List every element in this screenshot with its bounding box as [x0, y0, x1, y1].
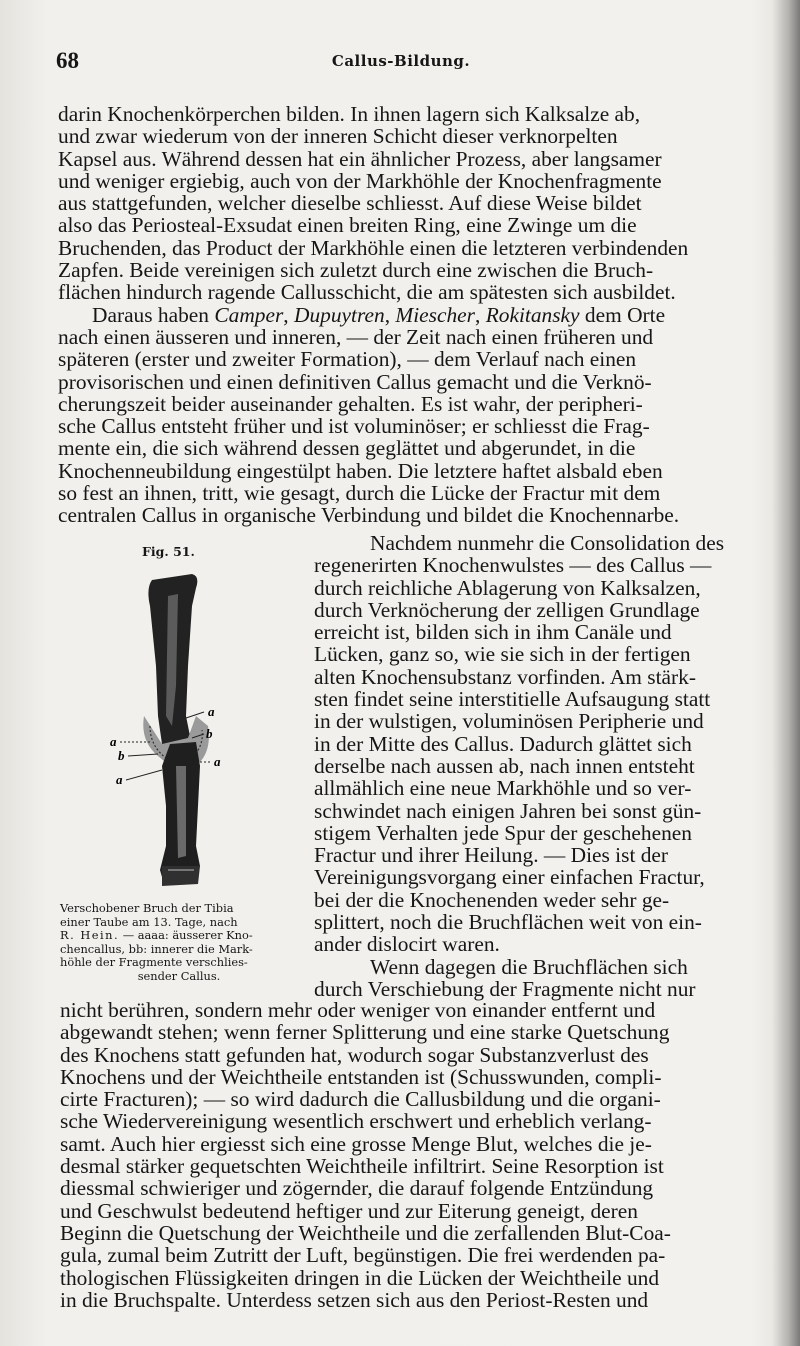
text-line: Zapfen. Beide vereinigen sich zuletzt durch eine zwischen die Bruch- — [58, 258, 654, 283]
caption-fragment: — aaaa: äusserer Kno- — [119, 928, 253, 943]
text-line: derselbe nach aussen ab, nach innen entsteht — [314, 753, 695, 778]
letter-b-label: b — [118, 748, 125, 763]
text-line: aus stattgefunden, welcher dieselbe schliesst. Auf diese Weise bildet — [58, 191, 642, 216]
figure-caption — [60, 902, 298, 984]
text-line: durch Verknöcherung der zelligen Grundlage — [314, 597, 700, 622]
text-line: gula, zumal beim Zutritt der Luft, begünstigen. Die frei werdenden pa- — [60, 1243, 666, 1268]
separator: , — [283, 302, 294, 327]
text-line: Vereinigungsvorgang einer einfachen Fractur, — [314, 865, 705, 890]
text-line: Wenn dagegen die Bruchflächen sich — [370, 954, 688, 979]
letter-a-label: a — [110, 734, 117, 749]
text-line: cirte Fracturen); — so wird dadurch die Callusbildung und die organi- — [60, 1087, 661, 1112]
running-head: Callus-Bildung. — [331, 52, 471, 70]
text-line: abgewandt stehen; wenn ferner Splitterung und eine starke Quetschung — [60, 1020, 670, 1045]
text-line: allmählich eine neue Markhöhle und so ver- — [314, 776, 692, 801]
text-line: Bruchenden, das Product der Markhöhle einen die letzteren verbindenden — [58, 235, 689, 260]
text-line: Nachdem nunmehr die Consolidation des — [370, 531, 725, 555]
text-line: splittert, noch die Bruchflächen weit von ein- — [314, 910, 702, 935]
text-line: in der wulstigen, voluminösen Peripherie und — [314, 709, 704, 734]
bottom-text-block — [60, 999, 756, 1311]
text-line: samt. Auch hier ergiesst sich eine grosse Menge Blut, welches die je- — [60, 1131, 652, 1156]
text-line: so fest an ihnen, tritt, wie gesagt, durch die Lücke der Fractur mit dem — [58, 481, 661, 506]
text-line: bei der die Knochenenden weder sehr ge- — [314, 887, 670, 912]
caption-line: einer Taube am 13. Tage, nach — [60, 914, 238, 929]
text-line: ander dislocirt waren. — [314, 932, 500, 957]
figure-51 — [60, 540, 298, 1000]
page-header — [56, 48, 746, 78]
text-line: Fractur und ihrer Heilung. — Dies ist der — [314, 843, 669, 868]
author-name: Camper — [214, 302, 284, 327]
separator: , — [384, 302, 396, 327]
caption-line: Verschobener Bruch der Tibia — [60, 901, 234, 915]
caption-line: höhle der Fragmente verschlies- — [60, 955, 248, 970]
text-line: regenerirten Knochenwulstes — des Callus — — [314, 553, 712, 578]
text-line: desmal stärker gequetschten Weichtheile infiltrirt. Seine Resorption ist — [60, 1154, 664, 1179]
text-line: stigem Verhalten jede Spur der geschehenen — [314, 820, 692, 845]
text-line: und Geschwulst bedeutend heftiger und zur Eiterung geneigt, deren — [60, 1198, 638, 1223]
text-line: und weniger ergiebig, auch von der Markhöhle der Knochenfragmente — [58, 168, 662, 193]
text-line: in die Bruchspalte. Unterdess setzen sich aus den Periost-Resten und — [60, 1287, 649, 1312]
right-text-block — [314, 532, 756, 1000]
caption-line: chencallus, bb: innerer die Mark- — [60, 941, 253, 956]
author-name: Miescher — [395, 302, 475, 327]
text-line: Beginn die Quetschung der Weichtheile und die zerfallenden Blut-Coa- — [60, 1220, 671, 1245]
text-line: schwindet nach einigen Jahren bei sonst gün- — [314, 798, 702, 823]
text-line: und zwar wiederum von der inneren Schicht dieser verknorpelten — [58, 124, 618, 149]
text-line: erreicht ist, bilden sich in ihm Canäle und — [314, 620, 672, 645]
letter-a-label: a — [214, 754, 221, 769]
text-line: centralen Callus in organische Verbindung und bildet die Knochennarbe. — [58, 503, 680, 528]
figure-label: Fig. 51. — [142, 544, 195, 559]
top-text-block — [58, 103, 756, 527]
caption-line — [60, 929, 298, 943]
text-line: cherungszeit beider auseinander gehalten. Es ist wahr, der peripheri- — [58, 391, 643, 416]
text-fragment: Daraus haben — [92, 302, 215, 327]
text-line: mente ein, die sich während dessen geglättet und abgerundet, in die — [58, 436, 636, 461]
text-line: also das Periosteal-Exsudat einen breiten Ring, eine Zwinge um die — [58, 213, 637, 238]
author-name: Dupuytren — [294, 302, 385, 327]
text-line: sche Wiedervereinigung wesentlich erschwert und erheblich verlang- — [60, 1109, 652, 1134]
text-line: Lücken, ganz so, wie sie sich in der fertigen — [314, 642, 691, 667]
text-line: thologischen Flüssigkeiten dringen in die Lücken der Weichtheile und — [60, 1265, 660, 1290]
separator: , — [475, 302, 486, 327]
letter-b-label: b — [206, 726, 213, 741]
page-number: 68 — [56, 48, 79, 73]
page-edge-shadow — [772, 0, 800, 1346]
caption-line: sender Callus. — [137, 968, 221, 983]
text-line: darin Knochenkörperchen bilden. In ihnen lagern sich Kalksalze ab, — [58, 102, 641, 126]
text-line: sten findet seine interstitielle Aufsaugung statt — [314, 687, 711, 712]
tibia-fracture-illustration — [100, 566, 250, 896]
text-line: durch Verschiebung der Fragmente nicht nur — [314, 976, 696, 1001]
text-line: Kapsel aus. Während dessen hat ein ähnlicher Prozess, aber langsamer — [58, 146, 662, 171]
text-line: sche Callus entsteht früher und ist voluminöser; er schliesst die Frag- — [58, 414, 650, 439]
text-line: diessmal schwieriger und zögernder, die darauf folgende Entzündung — [60, 1176, 654, 1201]
text-line: Knochens und der Weichtheile entstanden ist (Schusswunden, compli- — [60, 1064, 662, 1089]
author-name: Rokitansky — [485, 302, 580, 327]
text-line: alten Knochensubstanz vorfinden. Am stärk- — [314, 664, 696, 689]
letter-a-label: a — [208, 704, 215, 719]
text-line: in der Mitte des Callus. Dadurch glättet sich — [314, 731, 692, 756]
text-fragment: dem Orte — [579, 302, 666, 327]
text-line: nach einen äusseren und inneren, — der Zeit nach einen früheren und — [58, 324, 654, 349]
paragraph-start-line — [58, 304, 756, 326]
text-line: nicht berühren, sondern mehr oder weniger von einander entfernt und — [60, 998, 656, 1022]
text-line: durch reichliche Ablagerung von Kalksalzen, — [314, 575, 701, 600]
text-line: flächen hindurch ragende Callusschicht, die am spätesten sich ausbildet. — [58, 280, 676, 305]
text-line: Knochenneubildung eingestülpt haben. Die letztere haftet alsbald eben — [58, 458, 663, 483]
text-line: provisorischen und einen definitiven Callus gemacht und die Verknö- — [58, 369, 652, 394]
letter-a-label: a — [116, 772, 123, 787]
text-line: des Knochens statt gefunden hat, wodurch sogar Substanzverlust des — [60, 1042, 649, 1067]
text-line: späteren (erster und zweiter Formation), — dem Verlauf nach einen — [58, 347, 637, 372]
caption-author: R. Hein. — [60, 928, 120, 943]
